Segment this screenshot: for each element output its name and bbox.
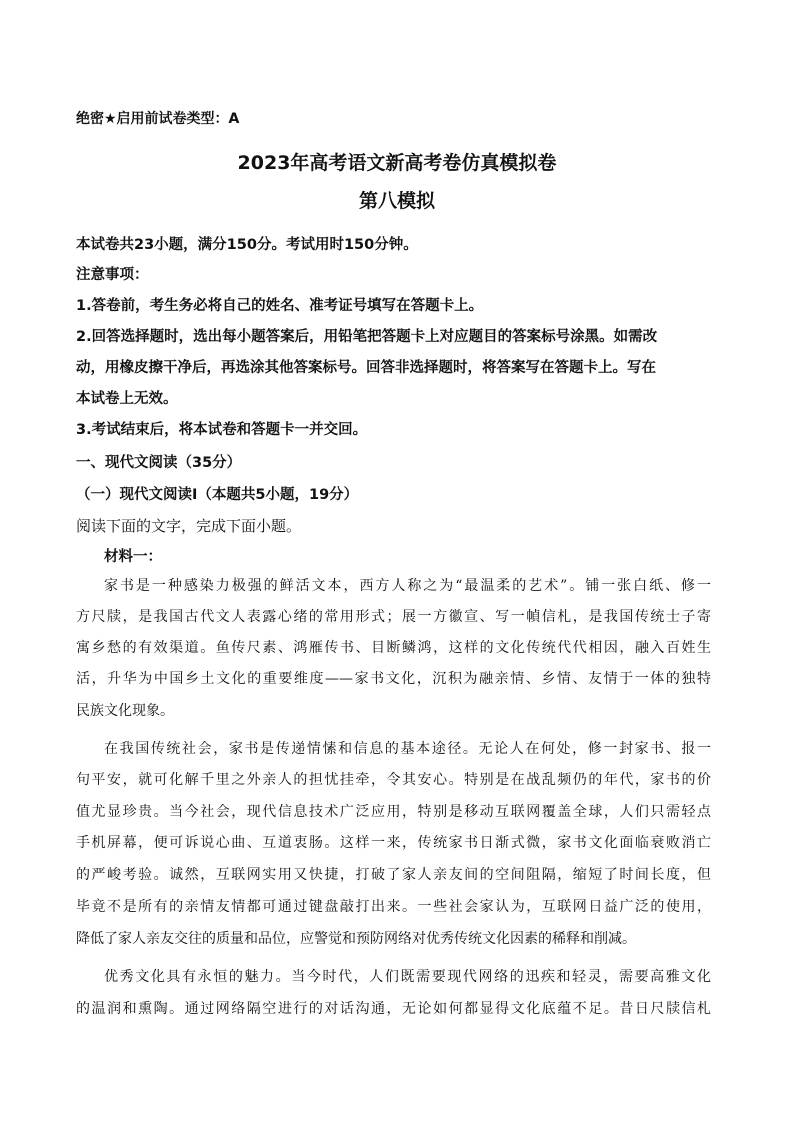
passage-line: 方尺牍，是我国古代文人表露心绪的常用形式；展一方徽宣、写一幀信札，是我国传统士子寄: [76, 609, 711, 625]
secret-label: 绝密★启用前试卷类型：A: [76, 111, 240, 127]
passage-line: 降低了家人亲友交往的质量和品位，应警觉和预防网络对优秀传统文化因素的稀释和削减。: [76, 931, 636, 947]
notice-item-2-line-2: 动，用橡皮擦干净后，再选涂其他答案标号。回答非选择题时，将答案写在答题卡上。写在: [76, 360, 656, 376]
exam-summary: 本试卷共23小题，满分150分。考试用时150分钟。: [76, 237, 418, 253]
notice-heading: 注意事项：: [76, 267, 149, 283]
passage-line: 民族文化现象。: [76, 703, 174, 719]
material-label: 材料一：: [104, 549, 162, 565]
passage-line: 家书是一种感染力极强的鲜活文本，西方人称之为“最温柔的艺术”。铺一张白纸、修一: [104, 578, 711, 594]
exam-title: 2023年高考语文新高考卷仿真模拟卷: [237, 152, 557, 174]
notice-item-3: 3.考试结束后，将本试卷和答题卡一并交回。: [76, 422, 368, 438]
passage-line: 在我国传统社会，家书是传递情愫和信息的基本途径。无论人在何处，修一封家书、报一: [104, 741, 711, 757]
passage-line: 的严峻考验。诚然，互联网实用又快捷，打破了家人亲友间的空间阻隔，缩短了时间长度，但: [76, 867, 711, 883]
section-heading: 一、现代文阅读（35分）: [76, 455, 242, 471]
reading-directive: 阅读下面的文字，完成下面小题。: [76, 517, 302, 535]
exam-subtitle: 第八模拟: [358, 190, 435, 212]
passage-line: 的温润和熏陶。通过网络隔空进行的对话沟通，无论如何都显得文化底蕴不足。昔日尺牍信札: [76, 1001, 711, 1017]
section-subheading: （一）现代文阅读Ⅰ（本题共5小题，19分）: [76, 487, 359, 503]
passage-line: 毕竟不是所有的亲情友情都可通过键盘敲打出来。一些社会家认为，互联网日益广泛的使用，: [76, 899, 711, 915]
passage-line: 寓乡愁的有效渠道。鱼传尺素、鸿雁传书、目断鳞鸿，这样的文化传统代代相因，融入百姓生: [76, 640, 711, 656]
notice-item-2-line-3: 本试卷上无效。: [76, 391, 178, 407]
notice-item-2-line-1: 2.回答选择题时，选出每小题答案后，用铅笔把答题卡上对应题目的答案标号涂黑。如需改: [76, 329, 658, 345]
passage-line: 手机屏幕，便可诉说心曲、互道衷肠。这样一来，传统家书日渐式微，家书文化面临衰败消亡: [76, 835, 711, 851]
notice-item-1: 1.答卷前，考生务必将自己的姓名、准考证号填写在答题卡上。: [76, 298, 484, 314]
passage-line: 优秀文化具有永恒的魅力。当今时代，人们既需要现代网络的迅疾和轻灵，需要高雅文化: [104, 969, 711, 985]
passage-line: 句平安，就可化解千里之外亲人的担忧挂牵，令其安心。特别是在战乱频仍的年代，家书的价: [76, 772, 711, 788]
passage-line: 活，升华为中国乡土文化的重要维度——家书文化，沉积为融亲情、乡情、友情于一体的独特: [76, 671, 711, 687]
passage-line: 值尤显珍贵。当今社会，现代信息技术广泛应用，特别是移动互联网覆盖全球，人们只需轻点: [76, 804, 711, 820]
